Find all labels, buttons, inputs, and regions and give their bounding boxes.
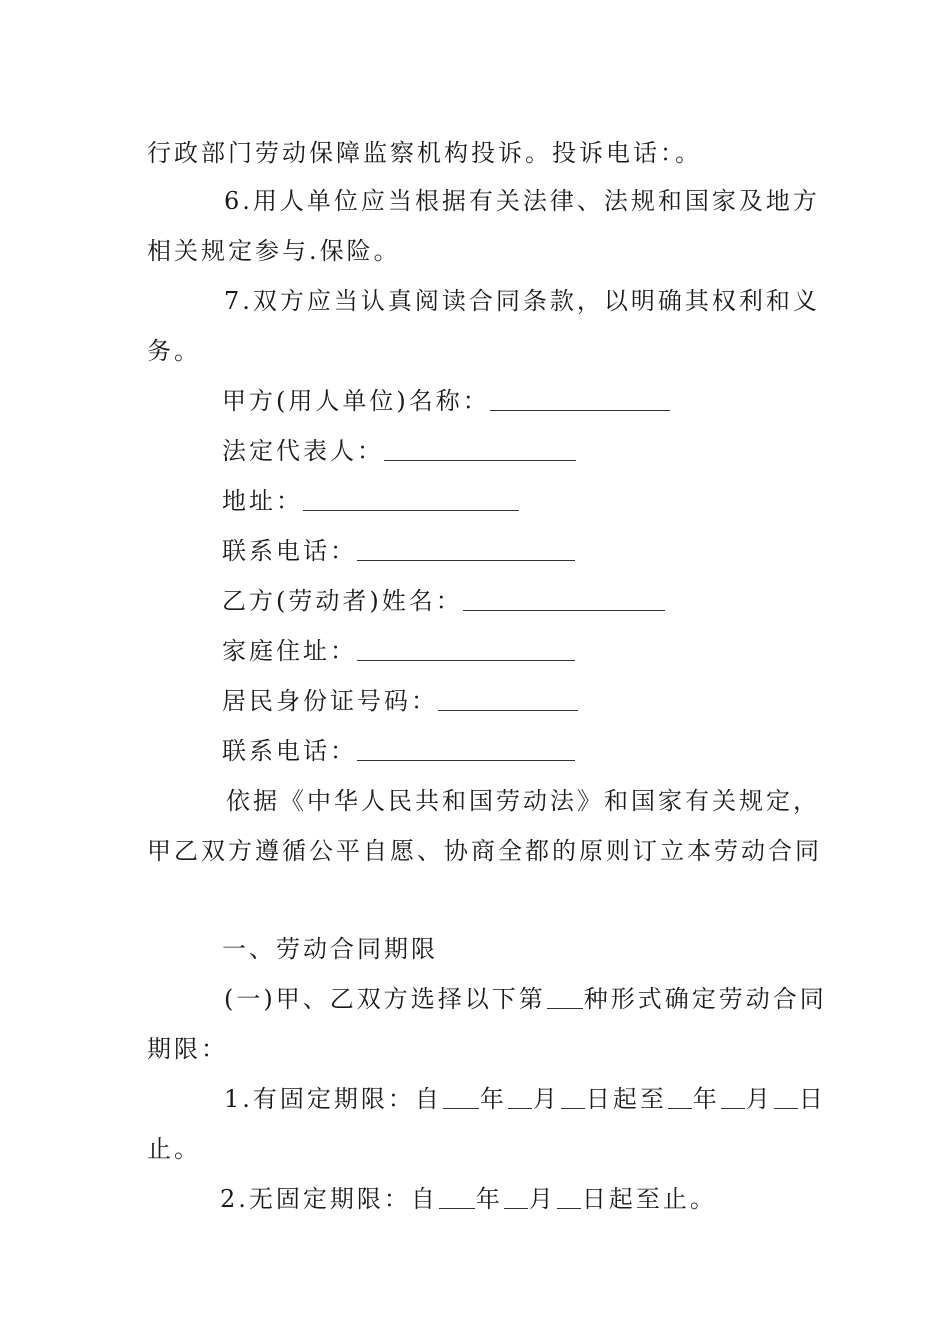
- field-label: 甲方(用人单位)名称：: [222, 387, 490, 415]
- home-address-blank[interactable]: [357, 638, 575, 661]
- text-segment: 2.无固定期限：自: [220, 1185, 438, 1213]
- text-segment: 月: [745, 1085, 773, 1113]
- legal-rep-field: [222, 436, 576, 466]
- end-year-blank[interactable]: [668, 1086, 692, 1109]
- fixed-term-line: [224, 1084, 826, 1114]
- worker-name-field: [222, 586, 665, 616]
- home-address-field: [222, 636, 575, 666]
- preamble-line: 甲乙双方遵循公平自愿、协商全都的原则订立本劳动合同: [147, 837, 822, 865]
- end-month-blank[interactable]: [721, 1086, 745, 1109]
- start-month-blank[interactable]: [508, 1086, 532, 1109]
- text-segment: 日起至: [585, 1085, 667, 1113]
- field-label: 乙方(劳动者)姓名：: [222, 587, 463, 615]
- field-label: 法定代表人：: [222, 437, 384, 465]
- address-field: [222, 486, 519, 516]
- field-label: 联系电话：: [222, 737, 357, 765]
- open-start-day-blank[interactable]: [557, 1186, 581, 1209]
- text-segment: (一)甲、乙双方选择以下第: [224, 985, 546, 1013]
- id-number-field: [222, 686, 578, 716]
- worker-name-blank[interactable]: [463, 588, 665, 611]
- text-segment: 年: [479, 1085, 507, 1113]
- term-choice-line: [224, 984, 827, 1014]
- text-segment: 日: [798, 1085, 826, 1113]
- end-day-blank[interactable]: [774, 1086, 798, 1109]
- open-start-year-blank[interactable]: [439, 1186, 475, 1209]
- field-label: 联系电话：: [222, 537, 357, 565]
- employer-phone-field: [222, 536, 575, 566]
- worker-phone-field: [222, 736, 575, 766]
- field-label: 家庭住址：: [222, 637, 357, 665]
- paragraph-line: 期限：: [147, 1035, 228, 1063]
- paragraph-line: 务。: [147, 337, 201, 365]
- employer-name-blank[interactable]: [490, 388, 670, 411]
- id-number-blank[interactable]: [438, 688, 578, 711]
- text-segment: 种形式确定劳动合同: [583, 985, 827, 1013]
- open-start-month-blank[interactable]: [504, 1186, 528, 1209]
- employer-phone-blank[interactable]: [357, 538, 575, 561]
- section-heading: 一、劳动合同期限: [222, 935, 438, 963]
- address-blank[interactable]: [303, 488, 519, 511]
- legal-rep-blank[interactable]: [384, 438, 576, 461]
- employer-name-field: [222, 386, 670, 416]
- open-term-line: [220, 1184, 717, 1214]
- field-label: 居民身份证号码：: [222, 687, 438, 715]
- text-segment: 年: [475, 1185, 503, 1213]
- text-segment: 日起至止。: [581, 1185, 717, 1213]
- text-segment: 月: [528, 1185, 556, 1213]
- paragraph-line: 止。: [147, 1135, 201, 1163]
- start-year-blank[interactable]: [443, 1086, 479, 1109]
- text-segment: 年: [692, 1085, 720, 1113]
- paragraph-line: 行政部门劳动保障监察机构投诉。投诉电话：。: [147, 139, 702, 167]
- text-segment: 月: [532, 1085, 560, 1113]
- preamble-line: 依据《中华人民共和国劳动法》和国家有关规定，: [226, 787, 820, 815]
- text-segment: 1.有固定期限：自: [224, 1085, 442, 1113]
- paragraph-line: 相关规定参与.保险。: [147, 237, 401, 265]
- clause-7: 7.双方应当认真阅读合同条款，以明确其权利和义: [224, 287, 820, 315]
- clause-6: 6.用人单位应当根据有关法律、法规和国家及地方: [224, 187, 820, 215]
- start-day-blank[interactable]: [561, 1086, 585, 1109]
- form-choice-blank[interactable]: [547, 986, 583, 1009]
- field-label: 地址：: [222, 487, 303, 515]
- worker-phone-blank[interactable]: [357, 738, 575, 761]
